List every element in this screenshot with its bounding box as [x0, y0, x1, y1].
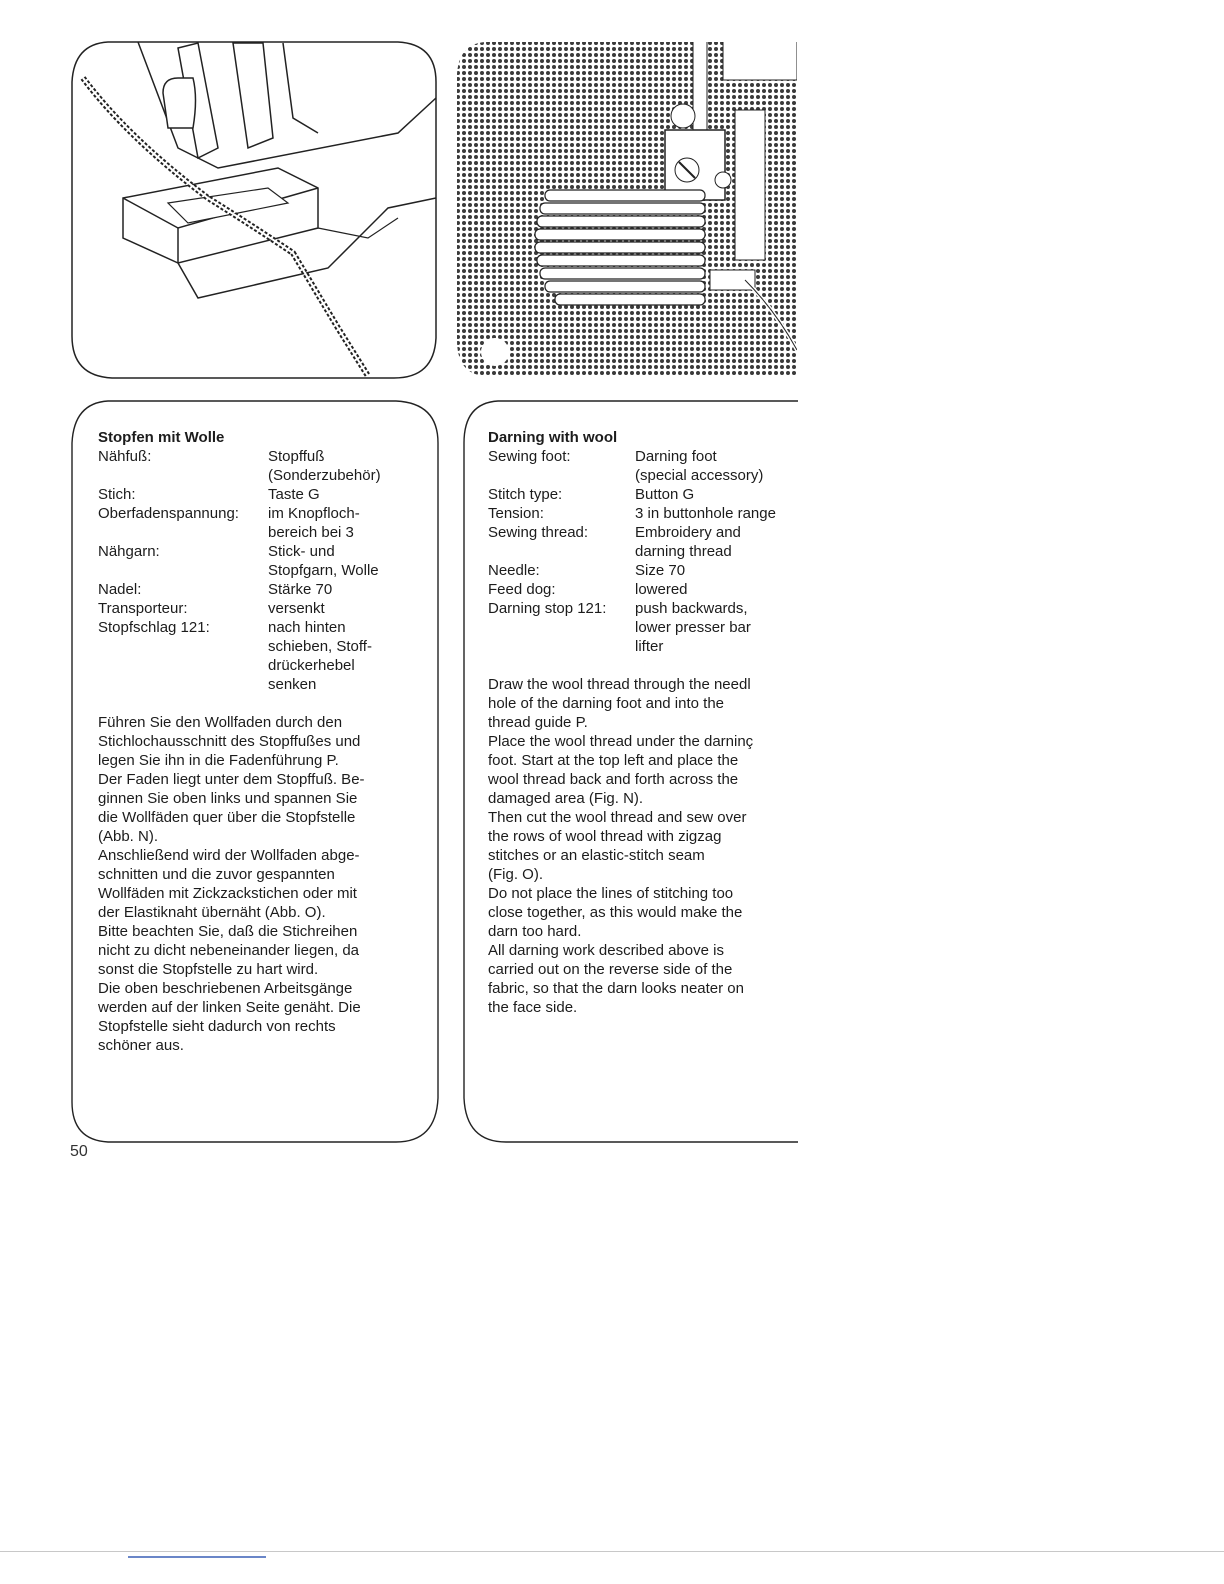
spec-value: Stopffuß (Sonderzubehör) — [268, 448, 381, 484]
spec-label: Tension: — [488, 505, 544, 522]
spec-value: versenkt — [268, 600, 325, 617]
german-spec-table — [98, 447, 428, 694]
page-number: 50 — [70, 1143, 88, 1160]
english-paragraph: Draw the wool thread through the needl hole of the darning foot and into the thread guide P. Place the wool thread under the darninç foot. Start at the top left and place the wool thread back and forth across the damaged area (Fig. N). Then cut the wool thread and sew over the rows of wool thread with zigzag stitches or an elastic-stitch seam (Fig. O). Do not place the lines of stitching too close together, as this would make the darn too hard. All darning work described above is carried out on the reverse side of the fabric, so that the darn looks neater on the face side. — [488, 676, 754, 1016]
spec-label: Stopfschlag 121: — [98, 619, 210, 636]
spec-value: 3 in buttonhole range — [635, 505, 776, 522]
english-spec-table — [488, 447, 798, 656]
spec-value: Button G — [635, 486, 695, 503]
spec-value: Darning foot (special accessory) — [635, 448, 764, 484]
spec-value: Taste G — [268, 486, 320, 503]
spec-label: Nähfuß: — [98, 448, 152, 465]
spec-value: push backwards, lower presser bar lifter — [635, 600, 751, 655]
spec-value: nach hinten schieben, Stoff- drückerhebel senken — [268, 619, 372, 693]
spec-label: Sewing foot: — [488, 448, 571, 465]
spec-label: Darning stop 121: — [488, 600, 607, 617]
english-instructions-box — [458, 398, 798, 1146]
illustration-darning-photo — [455, 40, 797, 378]
german-instructions-box — [68, 398, 442, 1146]
spec-label: Oberfadenspannung: — [98, 505, 239, 522]
spec-label: Stitch type: — [488, 486, 563, 503]
spec-value: lowered — [635, 581, 688, 598]
bottom-rule — [0, 1551, 1224, 1552]
german-paragraph: Führen Sie den Wollfaden durch den Stichlochausschnitt des Stopffußes und legen Sie ihn in die Fadenführung P. Der Faden liegt unter dem Stopffuß. Be- ginnen Sie oben links und spannen Sie die Wollfäden quer über die Stopfstelle (Abb. N). Anschließend wird der Wollfaden abge- schnitten und die zuvor gespannten Wollfäden mit Zickzackstichen oder mit der Elastiknaht übernäht (Abb. O). Bitte beachten Sie, daß die Stichreihen nicht zu dicht nebeneinander liegen, da sonst die Stopfstelle zu hart wird. Die oben beschriebenen Arbeitsgänge werden auf der linken Seite genäht. Die Stopfstelle sieht dadurch von rechts schöner aus. — [98, 714, 365, 1054]
spec-label: Nadel: — [98, 581, 142, 598]
spec-value: im Knopfloch- bereich bei 3 — [268, 505, 360, 541]
spec-label: Stich: — [98, 486, 136, 503]
spec-label: Needle: — [488, 562, 540, 579]
german-heading: Stopfen mit Wolle — [98, 429, 225, 446]
spec-value: Size 70 — [635, 562, 686, 579]
spec-value: Stick- und Stopfgarn, Wolle — [268, 543, 379, 579]
english-heading: Darning with wool — [488, 429, 618, 446]
illustration-darning-foot — [68, 38, 440, 382]
spec-value: Stärke 70 — [268, 581, 333, 598]
spec-label: Feed dog: — [488, 581, 556, 598]
spec-label: Sewing thread: — [488, 524, 589, 541]
spec-value: Embroidery and darning thread — [635, 524, 741, 560]
spec-label: Transporteur: — [98, 600, 188, 617]
spec-label: Nähgarn: — [98, 543, 160, 560]
bottom-accent-bar — [128, 1556, 266, 1558]
